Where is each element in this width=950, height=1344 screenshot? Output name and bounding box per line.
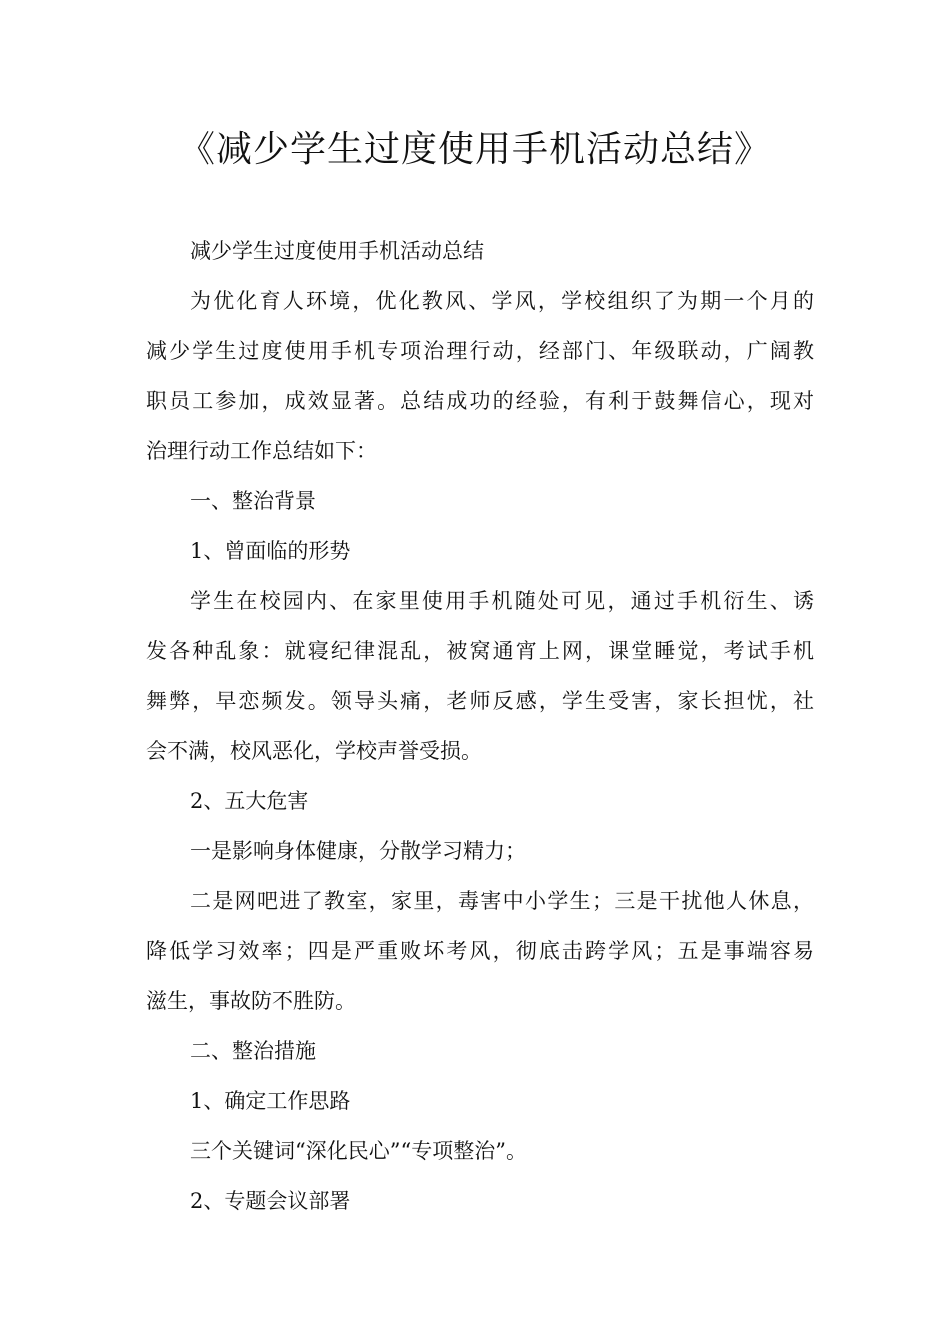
paragraph-line: 发各种乱象：就寝纪律混乱，被窝通宵上网，课堂睡觉，考试手机 — [146, 639, 814, 663]
paragraph-line: 三个关键词“深化民心”“专项整治”。 — [190, 1139, 527, 1163]
subsection-heading: 2、五大危害 — [190, 789, 309, 813]
paragraph-line: 学生在校园内、在家里使用手机随处可见，通过手机衍生、诱 — [190, 589, 814, 613]
document-title: 《减少学生过度使用手机活动总结》 — [178, 129, 771, 170]
section-heading: 二、整治措施 — [190, 1039, 316, 1063]
subsection-heading: 1、确定工作思路 — [190, 1089, 351, 1113]
paragraph-line: 一是影响身体健康，分散学习精力； — [190, 839, 526, 863]
paragraph-line: 二是网吧进了教室，家里，毒害中小学生；三是干扰他人休息， — [190, 889, 814, 913]
subtitle-line: 减少学生过度使用手机活动总结 — [190, 239, 484, 263]
paragraph-line: 为优化育人环境，优化教风、学风，学校组织了为期一个月的 — [190, 289, 814, 313]
paragraph-line: 治理行动工作总结如下： — [146, 439, 377, 463]
paragraph-line: 滋生，事故防不胜防。 — [146, 989, 356, 1013]
paragraph-line: 会不满，校风恶化，学校声誉受损。 — [146, 739, 482, 763]
section-heading: 一、整治背景 — [190, 489, 316, 513]
paragraph-line: 减少学生过度使用手机专项治理行动，经部门、年级联动，广阔教 — [146, 339, 814, 363]
paragraph-line: 降低学习效率；四是严重败坏考风，彻底击跨学风；五是事端容易 — [146, 939, 814, 963]
subsection-heading: 1、曾面临的形势 — [190, 539, 351, 563]
subsection-heading: 2、专题会议部署 — [190, 1189, 351, 1213]
paragraph-line: 职员工参加，成效显著。总结成功的经验，有利于鼓舞信心，现对 — [146, 389, 814, 413]
document-body — [146, 226, 814, 1226]
paragraph-line: 舞弊，早恋频发。领导头痛，老师反感，学生受害，家长担忧，社 — [146, 689, 814, 713]
